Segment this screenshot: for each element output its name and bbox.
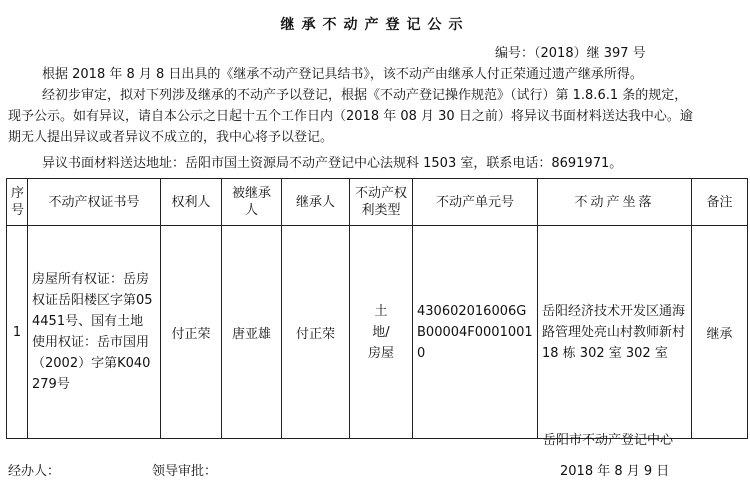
cell-unit-no: 430602016006GB00004F00010010 [413,226,538,439]
cell-heir: 付正荣 [282,226,350,439]
cell-deceased: 唐亚雄 [222,226,282,439]
table-row [7,226,748,439]
cell-location: 岳阳经济技术开发区通海路管理处亮山村教师新村 18 栋 302 室 302 室 [538,226,692,439]
header-seq: 序号 [7,179,28,226]
paragraph-review-3: 期无人提出异议或者异议不成立的，我中心将予以登记。 [8,130,334,145]
issue-date: 2018 年 8 月 9 日 [560,464,670,479]
header-note: 备注 [692,179,748,226]
cell-note: 继承 [692,226,748,439]
paragraph-review-1: 经初步审定，拟对下列涉及继承的不动产予以登记，根据《不动产登记操作规范》（试行）第 1.8.6.1 条的规定， [42,88,688,103]
cell-cert: 房屋所有权证：岳房权证岳阳楼区字第054451号、国有土地使用权证：岳市国用（2002）字第K040279号 [28,226,161,439]
reference-number: 编号：（2018）继 397 号 [495,46,646,61]
cell-owner: 付正荣 [161,226,222,439]
paragraph-intro: 根据 2018 年 8 月 8 日出具的《继承不动产登记具结书》，该不动产由继承人付正荣通过遗产继承所得。 [42,67,643,82]
header-owner: 权利人 [161,179,222,226]
paragraph-review-2: 现予公示。如有异议，请自本公示之日起十五个工作日内（2018 年 08 月 30 日之前）将异议书面材料送达我中心。逾 [8,109,693,124]
header-cert: 不动产权证书号 [28,179,161,226]
issuing-organization: 岳阳市不动产登记中心 [543,433,674,448]
table-header-row [7,179,748,226]
header-location: 不动产坐落 [538,179,692,226]
header-deceased: 被继承人 [222,179,282,226]
header-unit-no: 不动产单元号 [413,179,538,226]
objection-address: 异议书面材料送达地址：岳阳市国土资源局不动产登记中心法规科 1503 室，联系电话：8691971。 [42,156,623,171]
approver-label: 领导审批： [152,464,218,479]
header-heir: 继承人 [282,179,350,226]
document-title: 继承不动产登记公示 [280,17,470,33]
cell-seq: 1 [7,226,28,439]
property-table [6,178,748,439]
header-right-type: 不动产权利类型 [350,179,413,226]
cell-right-type: 土地/房屋 [350,226,413,439]
handler-label: 经办人： [8,464,61,479]
